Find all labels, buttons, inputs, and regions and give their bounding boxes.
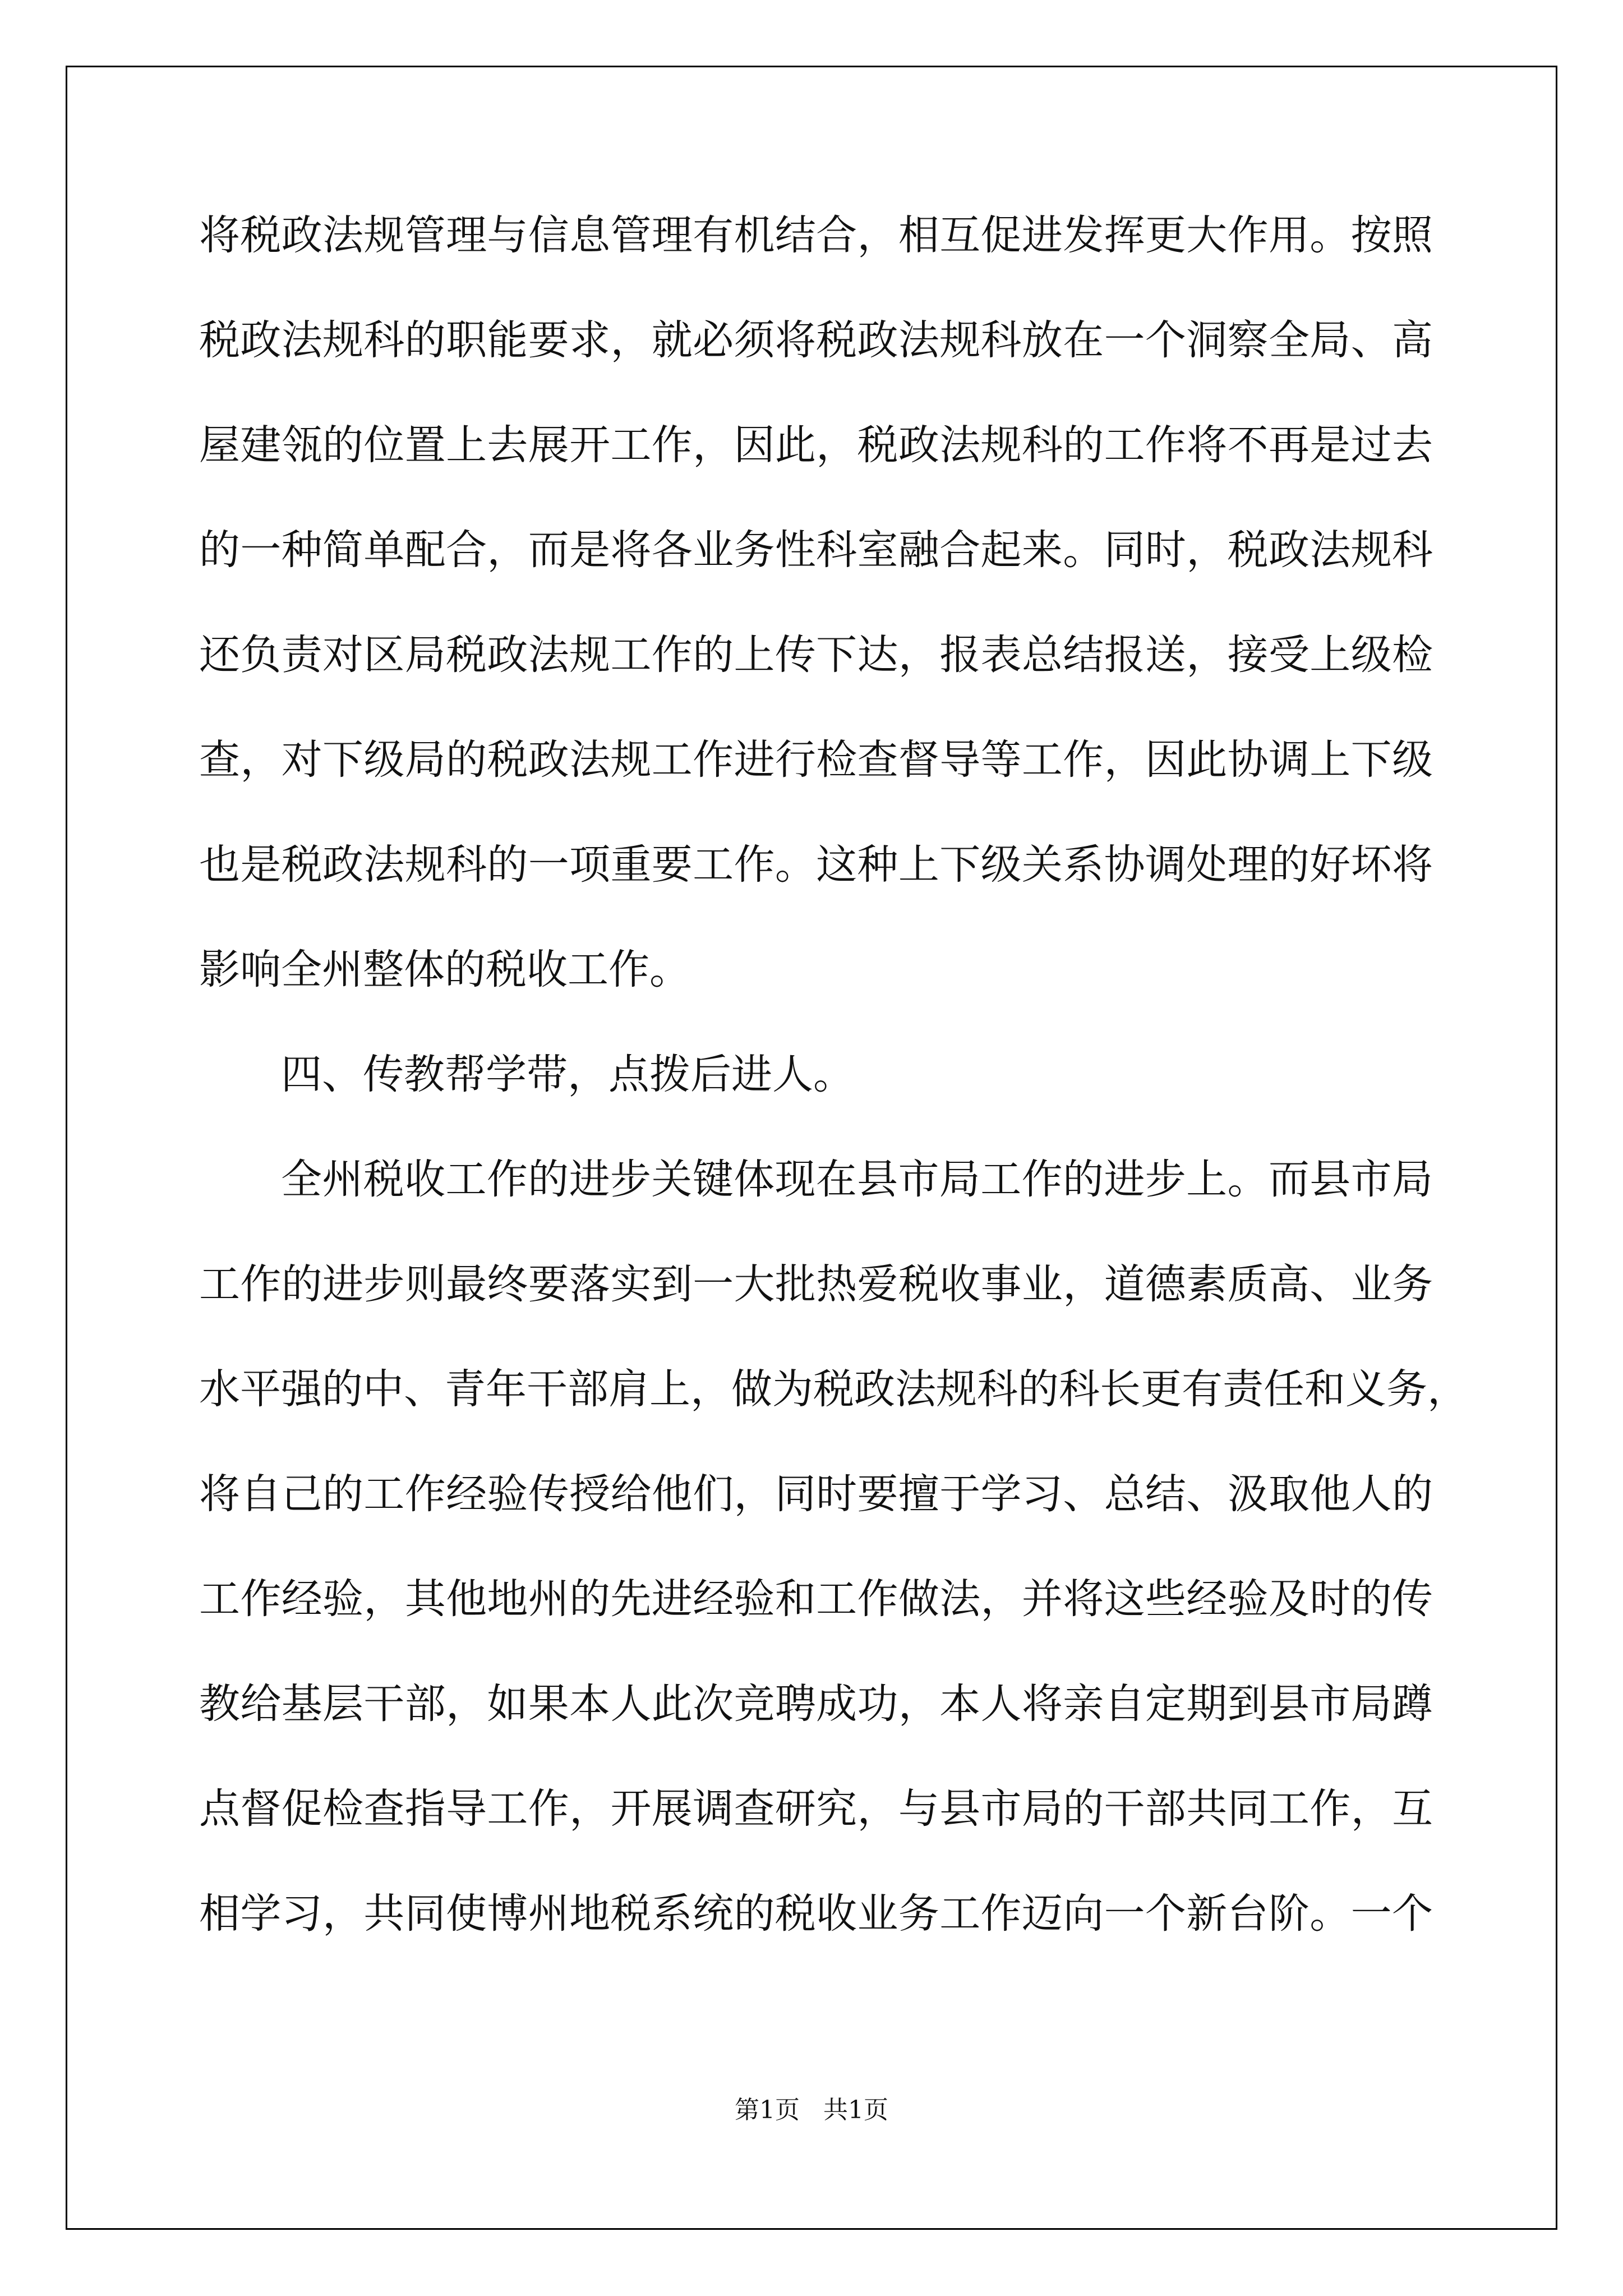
text-line: 相学习，共同使博州地税系统的税收业务工作迈向一个新台阶。一个: [199, 1890, 1433, 1938]
document-body: [199, 208, 1468, 1991]
page-footer: 第1页 共1页: [735, 2096, 888, 2124]
text-line: 水平强的中、青年干部肩上，做为税政法规科的科长更有责任和义务，: [199, 1365, 1468, 1413]
text-line: 税政法规科的职能要求，就必须将税政法规科放在一个洞察全局、高: [199, 316, 1433, 364]
text-line: 工作经验，其他地州的先进经验和工作做法，并将这些经验及时的传: [199, 1575, 1433, 1623]
text-line: 教给基层干部，如果本人此次竞聘成功，本人将亲自定期到县市局蹲: [199, 1680, 1433, 1728]
text-line: 还负责对区局税政法规工作的上传下达，报表总结报送，接受上级检: [199, 631, 1433, 679]
text-line: 将自己的工作经验传授给他们，同时要擅于学习、总结、汲取他人的: [199, 1470, 1433, 1518]
text-line: 的一种简单配合，而是将各业务性科室融合起来。同时，税政法规科: [199, 526, 1433, 574]
text-line: 屋建瓴的位置上去展开工作，因此，税政法规科的工作将不再是过去: [199, 421, 1433, 469]
text-line: 将税政法规管理与信息管理有机结合，相互促进发挥更大作用。按照: [199, 211, 1433, 259]
text-line: 工作的进步则最终要落实到一大批热爱税收事业，道德素质高、业务: [199, 1260, 1433, 1308]
text-line: 查，对下级局的税政法规工作进行检查督导等工作，因此协调上下级: [199, 736, 1433, 784]
section-heading: 四、传教帮学带，点拨后进人。: [281, 1051, 854, 1098]
text-line: 点督促检查指导工作，开展调查研究，与县市局的干部共同工作，互: [199, 1785, 1433, 1833]
text-line: 也是税政法规科的一项重要工作。这种上下级关系协调处理的好坏将: [199, 841, 1433, 889]
text-line: 影响全州整体的税收工作。: [199, 946, 690, 993]
text-line: 全州税收工作的进步关键体现在县市局工作的进步上。而县市局: [281, 1156, 1433, 1203]
